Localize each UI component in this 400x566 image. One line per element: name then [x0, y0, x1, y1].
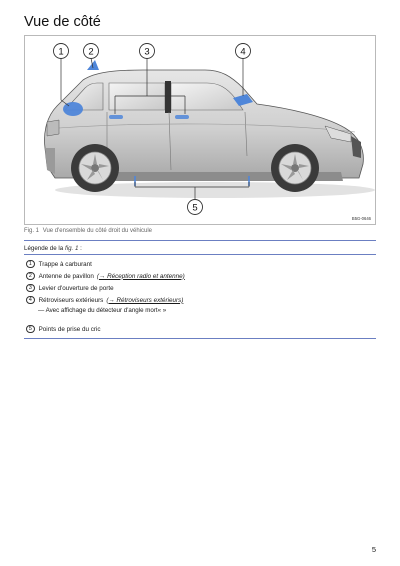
- legend-number-circle: 5: [26, 325, 35, 334]
- legend-item-text: Points de prise du cric: [38, 325, 101, 333]
- callout-4: [236, 44, 251, 59]
- legend-item-3: [26, 283, 114, 293]
- divider-top: [24, 240, 376, 241]
- front-door-handle: [175, 115, 189, 119]
- legend-item-1: [26, 259, 92, 269]
- callout-1: [54, 44, 69, 59]
- figure-code: B5G-0646: [351, 216, 371, 221]
- legend-sub-note: — Avec affichage du détecteur d'angle mort« »: [38, 307, 167, 314]
- legend-item-text: Rétroviseurs extérieurs: [38, 296, 104, 304]
- page-number: 5: [371, 545, 376, 554]
- legend-item-text: Trappe à carburant: [38, 260, 92, 268]
- svg-text:2: 2: [88, 46, 94, 58]
- svg-text:4: 4: [240, 46, 246, 58]
- legend-number-circle: 1: [26, 260, 35, 269]
- legend-number-circle: 2: [26, 272, 35, 281]
- rear-wheel: [71, 144, 119, 192]
- legend-item-text: Levier d'ouverture de porte: [38, 284, 114, 292]
- legend-number-circle: 4: [26, 296, 35, 305]
- vehicle-side-figure: [24, 35, 376, 225]
- legend-figure-ref[interactable]: fig. 1: [64, 245, 79, 252]
- figure-caption-text: Vue d'ensemble du côté droit du véhicule: [42, 228, 153, 234]
- callout-5: [188, 200, 203, 215]
- figure-caption: [24, 228, 152, 234]
- divider-bottom: [24, 338, 376, 339]
- legend-item-text: Antenne de pavillon: [38, 272, 94, 280]
- link-radio-reception[interactable]: (→ Réception radio et antenne): [96, 272, 185, 280]
- roof-antenna: [87, 60, 99, 70]
- rear-door-window: [109, 83, 165, 110]
- divider-legend: [24, 254, 376, 255]
- front-wheel: [271, 144, 319, 192]
- legend-item-5: [26, 324, 101, 334]
- rear-door-handle: [109, 115, 123, 119]
- legend-title: [24, 245, 82, 252]
- link-exterior-mirrors[interactable]: (→ Rétroviseurs extérieurs): [106, 296, 184, 304]
- legend-intro: Légende de la: [24, 245, 64, 252]
- legend-item-4: [26, 295, 183, 305]
- svg-text:5: 5: [192, 202, 198, 214]
- callout-3: [140, 44, 155, 59]
- page-title: Vue de côté: [24, 14, 101, 30]
- svg-text:3: 3: [144, 46, 150, 58]
- legend-number-circle: 3: [26, 284, 35, 293]
- legend-colon: :: [78, 245, 82, 252]
- vehicle-illustration: [25, 36, 376, 225]
- figure-caption-number: Fig. 1: [24, 228, 40, 234]
- callout-2: [84, 44, 99, 59]
- legend-item-2: [26, 271, 185, 281]
- svg-text:1: 1: [58, 46, 64, 58]
